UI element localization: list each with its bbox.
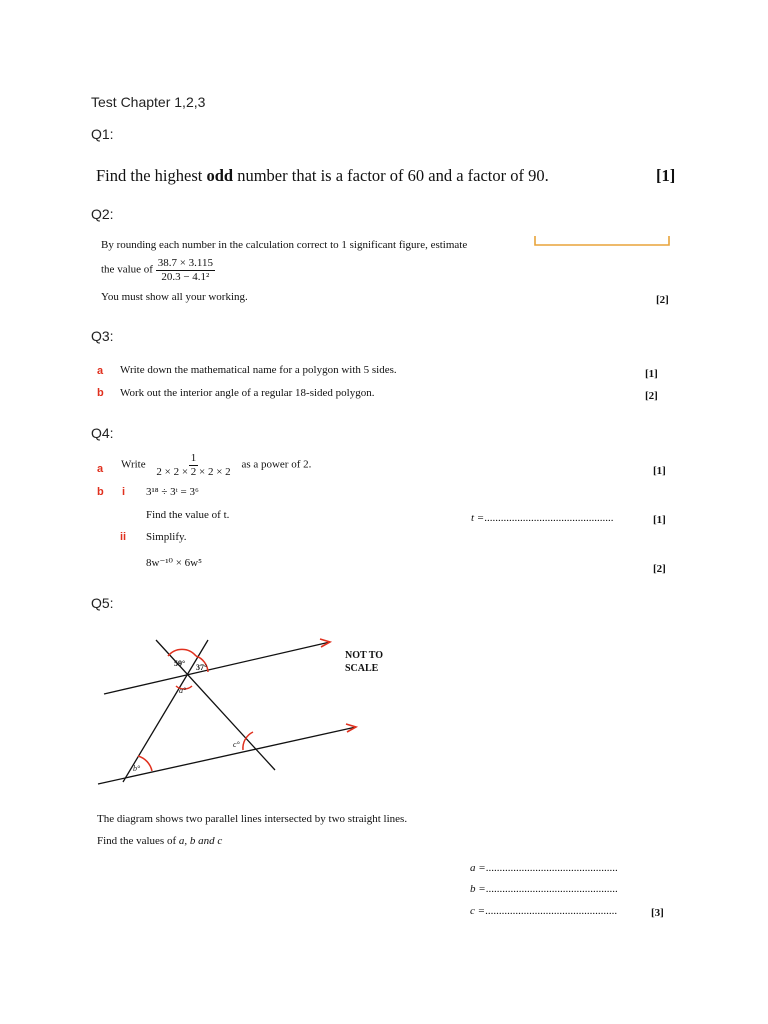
q5-description: The diagram shows two parallel lines intersected by two straight lines. — [97, 813, 408, 825]
q4-part-b-letter: b — [97, 486, 104, 498]
q4-part-bi-mark: [1] — [653, 514, 666, 526]
q1-question — [96, 166, 549, 186]
q5-answer-a-dots: ................................................ — [485, 862, 618, 874]
q4-part-bi-equation: 3¹⁸ ÷ 3ᵗ = 3⁶ — [146, 486, 199, 498]
q3-part-a-text: Write down the mathematical name for a polygon with 5 sides. — [120, 364, 397, 376]
q4-write-word: Write — [121, 458, 146, 471]
q2-label: Q2: — [91, 206, 114, 222]
q2-line1: By rounding each number in the calculation correct to 1 significant figure, estimate — [101, 239, 468, 251]
q4-label: Q4: — [91, 425, 114, 441]
not-to-scale-line-2: SCALE — [345, 662, 379, 674]
q3-part-a-mark: [1] — [645, 368, 658, 380]
q5-find-vars: a, b and c — [178, 835, 223, 847]
q3-label: Q3: — [91, 328, 114, 344]
q5-find-values — [97, 835, 222, 847]
angle-label-59: 59° — [174, 659, 186, 668]
angle-label-b: b° — [133, 764, 141, 773]
q4-part-a-expression — [121, 452, 311, 478]
q2-fraction — [156, 257, 215, 283]
angle-label-c: c° — [233, 740, 240, 749]
not-to-scale-note — [345, 650, 383, 675]
q2-denominator: 20.3 − 4.1² — [161, 270, 210, 283]
q5-mark: [3] — [651, 907, 664, 919]
transversal-line-1 — [123, 640, 208, 782]
q4-bi-answer-dots: ............................................... — [484, 512, 614, 524]
q1-text-emphasis: odd — [206, 166, 234, 185]
q5-label: Q5: — [91, 595, 114, 611]
q3-part-a-letter: a — [97, 365, 104, 377]
document-title: Test Chapter 1,2,3 — [91, 94, 206, 110]
q4-fraction — [154, 452, 232, 478]
q5-find-prefix: Find the values of — [97, 835, 179, 847]
angle-label-37: 37° — [196, 663, 208, 672]
q4-numerator: 1 — [190, 452, 197, 464]
q4-bi-answer-label: t = — [471, 512, 485, 524]
q3-part-b-mark: [2] — [645, 390, 658, 402]
q4-part-bi-roman: i — [122, 486, 126, 498]
q5-answer-b-label: b = — [470, 883, 486, 895]
upper-parallel-line — [104, 642, 330, 694]
q3-part-b-text: Work out the interior angle of a regular 18-sided polygon. — [120, 387, 375, 399]
q1-mark: [1] — [656, 166, 676, 185]
q2-mark: [2] — [656, 294, 669, 306]
q2-value-prefix: the value of — [101, 263, 153, 276]
q2-expression — [101, 257, 215, 283]
q5-answer-c-label: c = — [470, 905, 486, 917]
q4-denominator: 2 × 2 × 2 × 2 × 2 — [156, 465, 231, 478]
q4-part-bii-mark: [2] — [653, 563, 666, 575]
q4-part-a-mark: [1] — [653, 465, 666, 477]
lower-parallel-line — [98, 727, 356, 784]
q5-answer-a-label: a = — [470, 862, 486, 874]
q5-answer-c — [470, 905, 617, 917]
q1-label: Q1: — [91, 126, 114, 142]
q4-part-bii-text: Simplify. — [146, 531, 187, 543]
q4-bi-answer-line — [471, 512, 613, 524]
q2-numerator: 38.7 × 3.115 — [157, 257, 213, 269]
q4-part-bii-roman: ii — [120, 531, 127, 543]
angle-label-a: a° — [179, 686, 187, 695]
q4-part-a-letter: a — [97, 463, 104, 475]
angle-arc-59 — [168, 649, 196, 656]
q4-part-bii-expression: 8w⁻¹⁰ × 6w⁵ — [146, 557, 202, 569]
q4-part-bi-find: Find the value of t. — [146, 509, 230, 521]
not-to-scale-line-1: NOT TO — [345, 650, 384, 661]
q5-answer-b — [470, 883, 618, 895]
q3-part-b-letter: b — [97, 387, 104, 399]
q2-line3: You must show all your working. — [101, 291, 248, 303]
q1-text-end: number that is a factor of 60 and a factor of 90. — [233, 166, 549, 185]
answer-bracket — [533, 234, 671, 248]
q5-answer-a — [470, 862, 618, 874]
q1-text-start: Find the highest — [96, 166, 207, 185]
q5-answer-b-dots: ................................................ — [485, 883, 618, 895]
q4-part-a-suffix: as a power of 2. — [241, 458, 312, 471]
q5-answer-c-dots: ................................................ — [485, 905, 618, 917]
